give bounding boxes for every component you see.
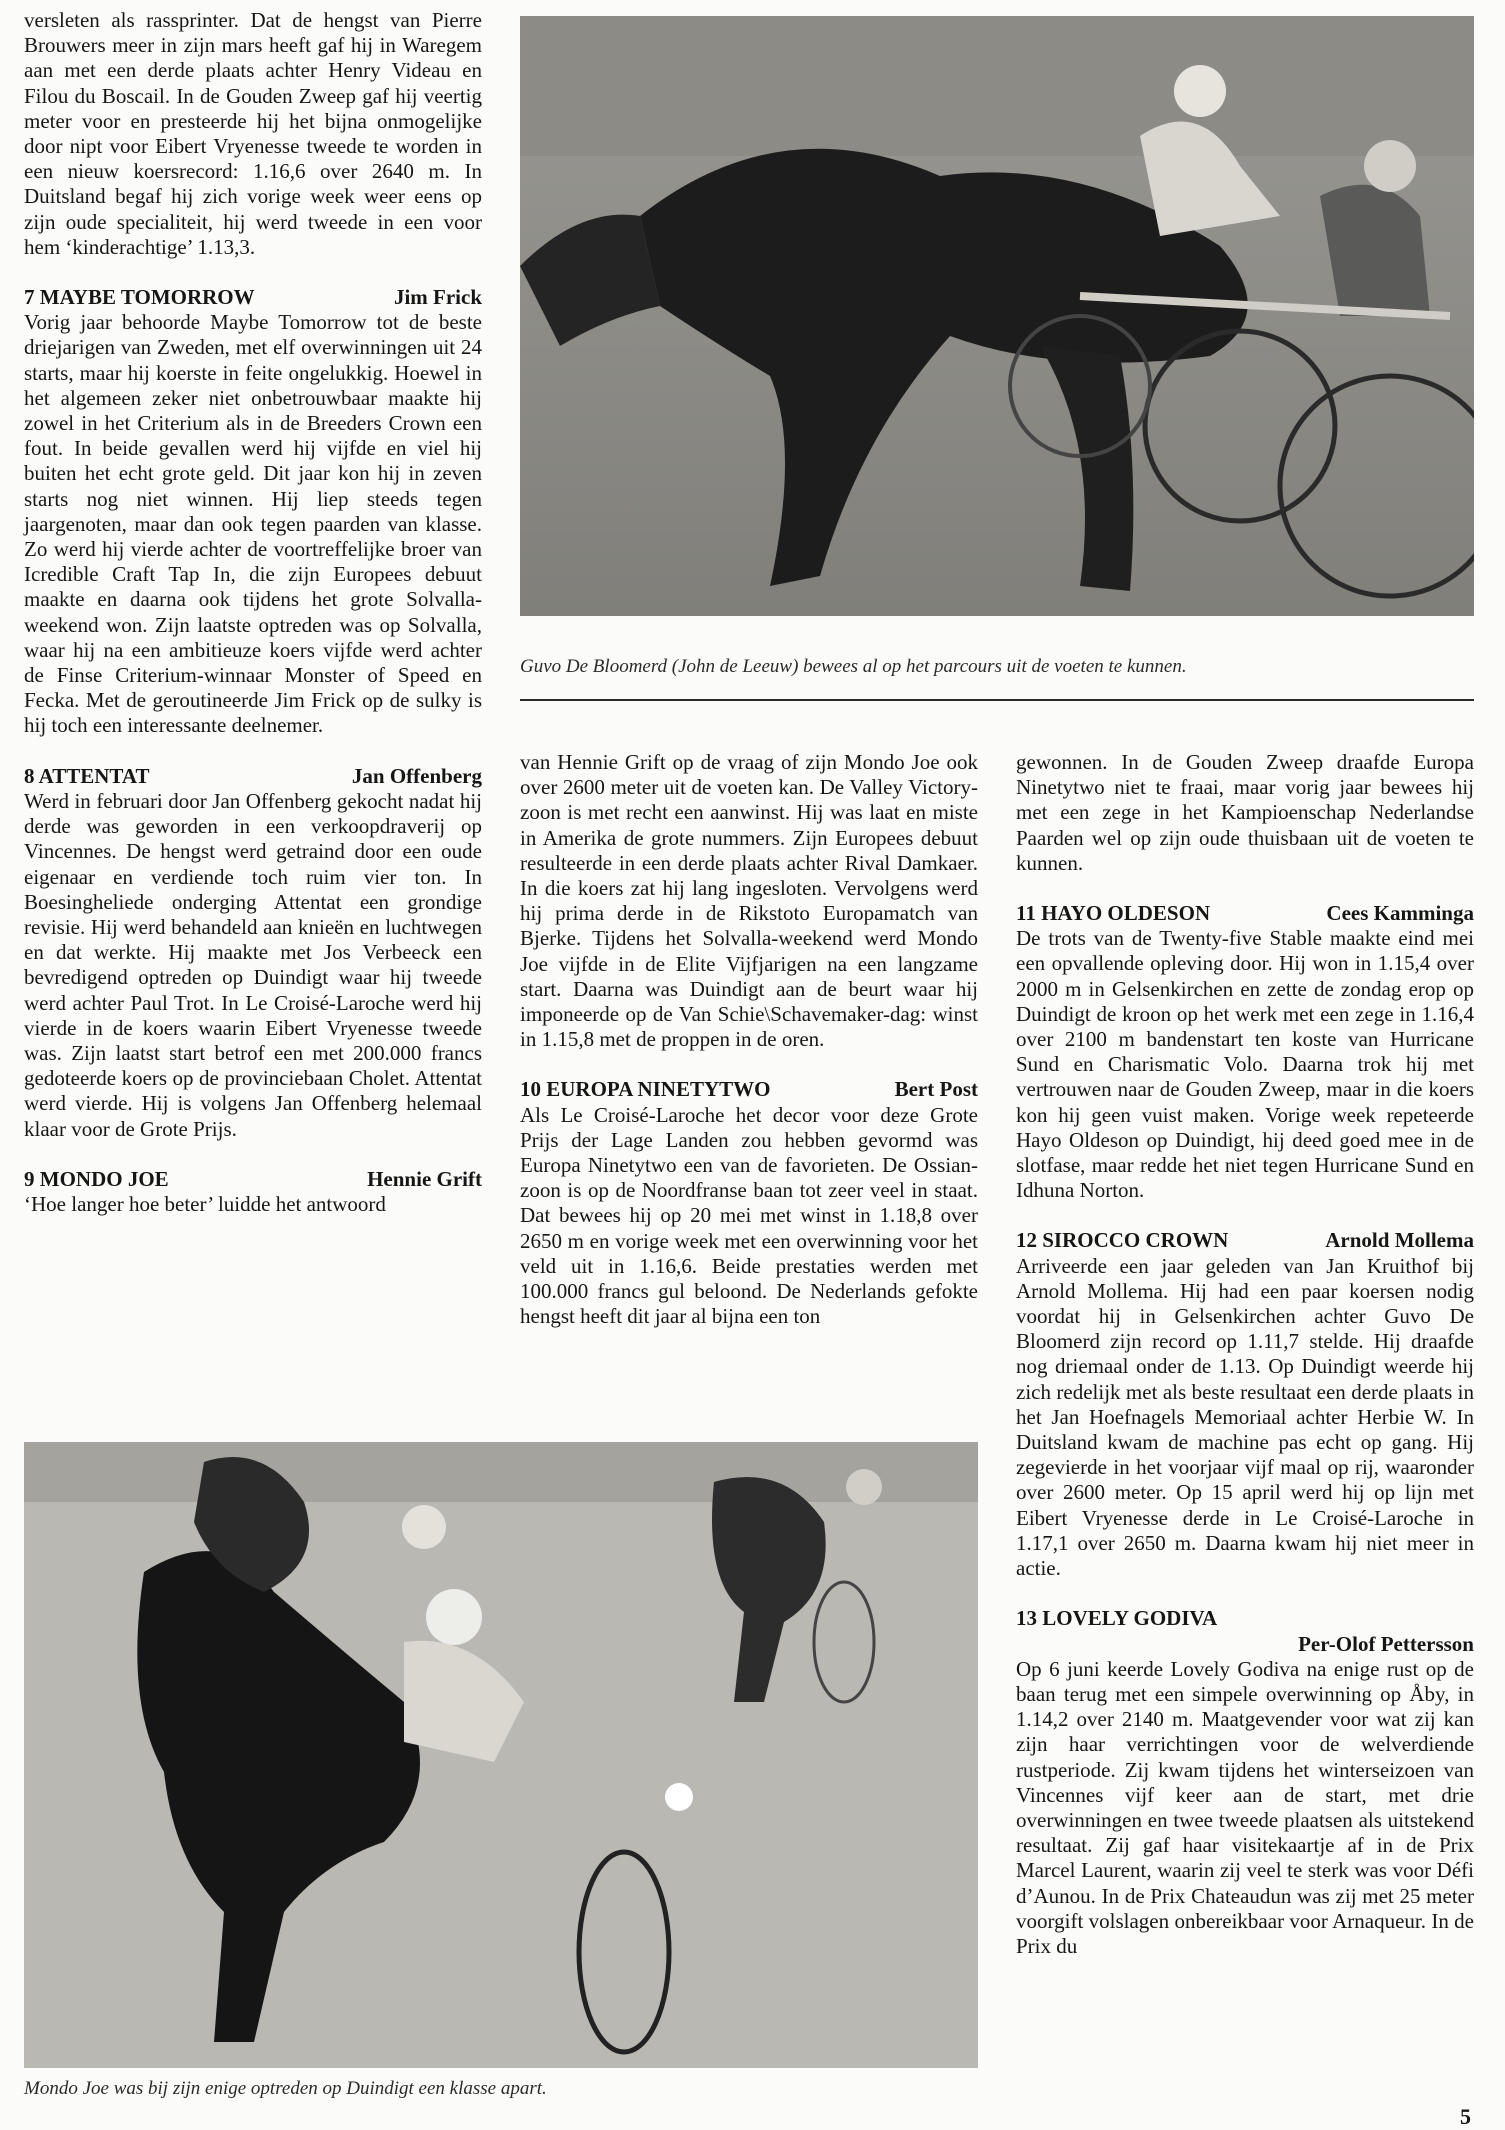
driver-name: Jan Offenberg — [351, 763, 482, 788]
entry-text-7: Vorig jaar behoorde Maybe Tomorrow tot de beste driejarigen van Zweden, met elf overwinningen uit 24 starts, maar hij koerste in feite ongelukkig. Hoewel in het algemeen zeker niet onbetrouwbaar maakte hij zowel in het Criterium als in de Breeders Crown een fout. In beide gevallen werd hij vijfde en viel hij buiten het echt grote geld. Dit jaar kon hij in zeven starts nog niet winnen. Hij liep steeds tegen jaargenoten, maar dan ook tegen paarden van klasse. Zo werd hij vierde achter de voortreffelijke broer van Icredible Craft Tap In, die zijn Europees debuut maakte en daarna ook tijdens het grote Solvalla-weekend won. Zijn laatste optreden was op Solvalla, waar hij na een ambitieuze koers vijfde werd achter de Finse Criterium-winnaar Monster of Speed en Fecka. Met de geroutineerde Jim Frick op de sulky is hij toch een interessante deelnemer. — [24, 310, 482, 738]
horse-name: 11 HAYO OLDESON — [1016, 901, 1211, 926]
entry-text-12: Arriveerde een jaar geleden van Jan Kruithof bij Arnold Mollema. Hij had een paar koersen nodig voordat hij in Gelsenkirchen achter Guvo De Bloomerd zijn record op 1.11,7 stelde. Hij draafde nog driemaal onder de 1.13. Op Duindigt weerde hij zich redelijk met als beste resultaat een derde plaats in het Jan Hoefnagels Memoriaal achter Herbie W. In Duitsland kwam de machine pas echt op gang. Hij zegevierde in het voorjaar vijf maal op rij, waaronder over 2600 meter. Op 15 april werd hij op lijn met Eibert Vryenesse derde in Le Croisé-Laroche in 1.17,1 over 2650 m. Daarna kwam hij niet meer in actie. — [1016, 1253, 1474, 1581]
page-number: 5 — [1460, 2104, 1471, 2129]
photo-mondo-joe — [24, 1442, 978, 2068]
photo-caption-top: Guvo De Bloomerd (John de Leeuw) bewees al op het parcours uit de voeten te kunnen. — [520, 656, 1187, 677]
intro-paragraph: versleten als rassprinter. Dat de hengst van Pierre Brouwers meer in zijn mars heeft gaf hij in Waregem aan met een derde plaats achter Henry Videau en Filou du Boscail. In de Gouden Zweep gaf hij veertig meter voor en presteerde hij het bijna onmogelijke door nipt voor Eibert Vryenesse tweede te worden in een nieuw koersrecord: 1.16,6 over 2640 m. In Duitsland begaf hij zich vorige week weer eens op zijn oude specialiteit, hij werd tweede in een voor hem ‘kinderachtige’ 1.13,3. — [24, 8, 482, 259]
divider-rule — [520, 699, 1474, 701]
race-photo-illustration — [520, 16, 1474, 616]
driver-name: Jim Frick — [393, 285, 482, 310]
column-2 — [520, 750, 978, 1329]
photo-caption-bottom: Mondo Joe was bij zijn enige optreden op Duindigt een klasse apart. — [24, 2078, 547, 2099]
entry-header-13 — [1016, 1606, 1474, 1656]
horse-name: 8 ATTENTAT — [24, 763, 150, 788]
entry-header-8 — [24, 764, 482, 789]
entry-header-7 — [24, 285, 482, 310]
entry-text-9: ‘Hoe langer hoe beter’ luidde het antwoord — [24, 1191, 386, 1216]
entry-header-9 — [24, 1167, 482, 1192]
entry-text-8: Werd in februari door Jan Offenberg gekocht nadat hij derde was geworden in een verkoopdraverij op Vincennes. De hengst werd getraind door een oude eigenaar en verdiende toch ruim vier ton. In Boesingheliede onderging Attentat een grondige revisie. Hij werd behandeld aan knieën en luchtwegen en dat werkte. Hij maakte met Jos Verbeeck een bevredigend optreden op Duindigt waar hij tweede werd achter Paul Trot. In Le Croisé-Laroche werd hij vierde in de koers waarin Eibert Vryenesse tweede was. Zijn laatst start betrof een met 200.000 francs gedoteerde koers op de provinciebaan Cholet. Attentat werd vierde. Hij is volgens Jan Offenberg helemaal klaar voor de Grote Prijs. — [24, 788, 482, 1141]
entry-text-10-continued: gewonnen. In de Gouden Zweep draafde Europa Ninetytwo niet te fraai, maar vorig jaar bewees hij met een zege in het Kampioenschap Nederlandse Paarden wel op zijn oude thuisbaan uit de voeten te kunnen. — [1016, 750, 1474, 875]
race-photo-illustration — [24, 1442, 978, 2068]
entry-header-10 — [520, 1077, 978, 1102]
horse-name: 10 EUROPA NINETYTWO — [520, 1077, 771, 1102]
driver-name: Arnold Mollema — [1325, 1228, 1474, 1253]
entry-text-9-continued: van Hennie Grift op de vraag of zijn Mondo Joe ook over 2600 meter uit de voeten kan. De Valley Victory-zoon is met recht een aanwinst. Hij was laat en miste in Amerika de grote nummers. Zijn Europees debuut resulteerde in een derde plaats achter Rival Damkaer. In die koers zat hij lang ingesloten. Vervolgens werd hij prima derde in de Rikstoto Europamatch van Bjerke. Tijdens het Solvalla-weekend werd Mondo Joe vijfde in de Elite Vijfjarigen na een langzame start. Daarna was Duindigt aan de beurt waar hij imponeerde op de Van Schie\Schavemaker-dag: winst in 1.15,8 met de proppen in de oren. — [520, 750, 978, 1052]
entry-text-13: Op 6 juni keerde Lovely Godiva na enige rust op de baan terug met een simpele overwinning op Åby, in 1.14,2 over 2140 m. Maatgevender voor wat zij kan zijn haar verrichtingen voor de welverdiende rustperiode. Zij kwam tijdens het winterseizoen van Vincennes vijf keer aan de start, met drie overwinningen en twee tweede plaatsen als uitstekend resultaat. Zij gaf haar visitekaartje af in de Prix Marcel Laurent, waarin zij veel te sterk was voor Défi d’Aunou. In de Prix Chateaudun was zij met 25 meter voorgift volslagen onbereikbaar voor Arnaqueur. In de Prix du — [1016, 1656, 1474, 1958]
entry-text-11: De trots van de Twenty-five Stable maakte eind mei een opvallende opleving door. Hij won in 1.15,4 over 2000 m in Gelsenkirchen en zette de zondag erop op Duindigt de kroon op het werk met een zege in 1.16,4 over 2100 m bandenstart ten koste van Hurricane Sund en Charismatic Volo. Daarna trok hij met vertrouwen naar de Gouden Zweep, maar in die koers kon hij geen vuist maken. Vorige week repeteerde Hayo Oldeson op Duindigt, hij deed goed mee in de slotfase, maar redde het niet tegen Hurricane Sund en Idhuna Norton. — [1016, 926, 1474, 1203]
photo-guvo-de-bloomerd — [520, 16, 1474, 616]
entry-header-12 — [1016, 1228, 1474, 1253]
horse-name: 9 MONDO JOE — [24, 1166, 169, 1191]
driver-name: Hennie Grift — [367, 1166, 482, 1191]
horse-name: 12 SIROCCO CROWN — [1016, 1228, 1229, 1253]
entry-header-11 — [1016, 901, 1474, 926]
driver-name: Bert Post — [894, 1077, 978, 1102]
driver-name: Cees Kamminga — [1326, 901, 1474, 926]
driver-name: Per-Olof Pettersson — [1298, 1631, 1474, 1656]
column-3 — [1016, 750, 1474, 1959]
horse-name: 13 LOVELY GODIVA — [1016, 1606, 1218, 1631]
column-1 — [24, 8, 482, 1217]
horse-name: 7 MAYBE TOMORROW — [24, 285, 255, 310]
entry-text-10: Als Le Croisé-Laroche het decor voor deze Grote Prijs der Lage Landen zou hebben gevormd was Europa Ninetytwo een van de favorieten. De Ossian-zoon is op de Noordfranse baan tot zeer veel in staat. Dat bewees hij op 20 mei met winst in 1.18,8 over 2650 m en vorige week met een overwinning voor het veld uit in 1.16,6. Beide prestaties werden met 100.000 francs gul beloond. De Nederlands gefokte hengst heeft dit jaar al bijna een ton — [520, 1102, 978, 1329]
